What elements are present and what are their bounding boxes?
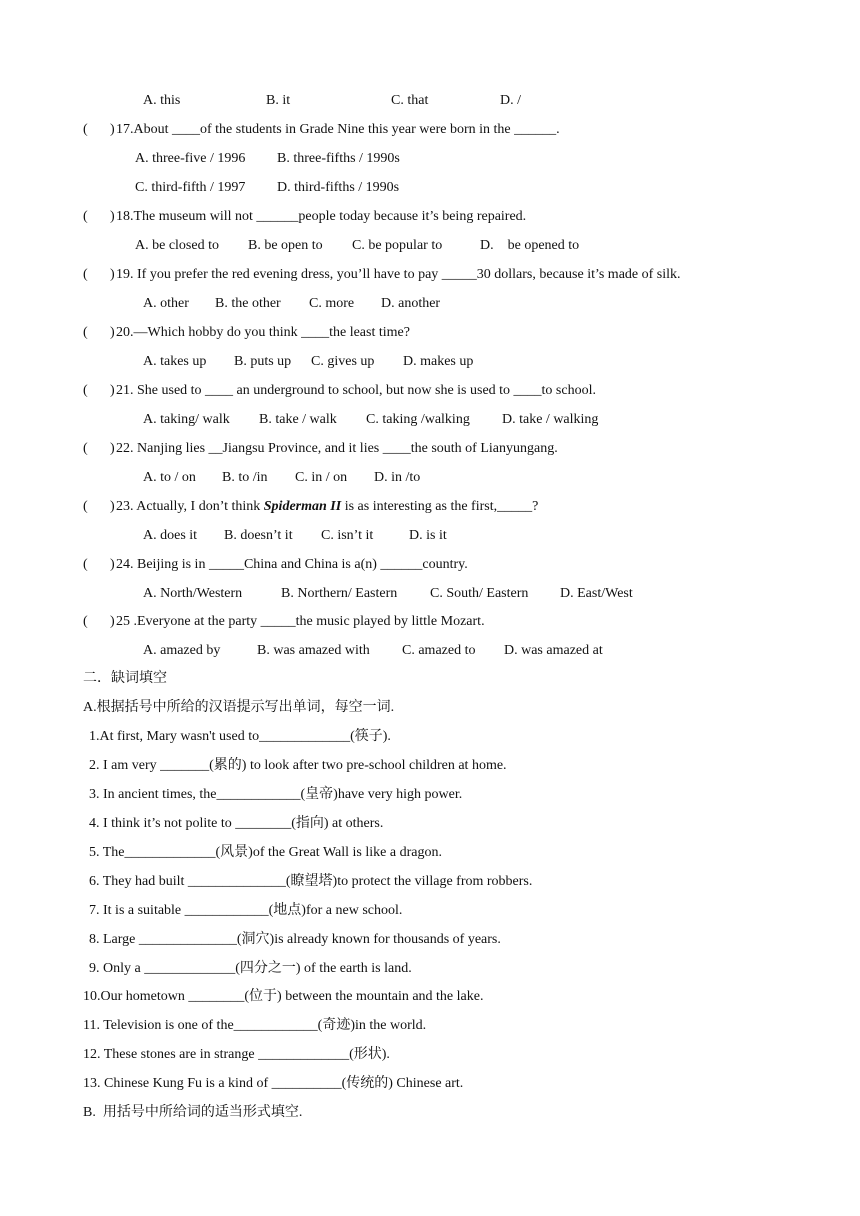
q16-option-a: A. this: [143, 93, 181, 108]
option-b: B. Northern/ Eastern: [281, 586, 398, 601]
book-title: Spiderman II: [263, 499, 342, 514]
question-stem: 17.About ____of the students in Grade Nine this year were born in the ______.: [116, 122, 560, 137]
part-b-instructions: B. 用括号中所给词的适当形式填空.: [83, 1105, 303, 1120]
fill-item: 5. The_____________(风景)of the Great Wall is like a dragon.: [89, 845, 442, 860]
question-stem: 18.The museum will not ______people today because it’s being repaired.: [116, 209, 527, 224]
option-c: C. be popular to: [352, 238, 443, 253]
answer-paren-close: ): [110, 441, 115, 456]
option-d: D. be opened to: [480, 238, 580, 253]
option-b: B. doesn’t it: [224, 528, 293, 543]
fill-item: 1.At first, Mary wasn't used to_____________(筷子).: [89, 729, 391, 744]
section-heading: 二．缺词填空: [83, 671, 167, 686]
answer-paren-close: ): [110, 557, 115, 572]
option-a: A. be closed to: [135, 238, 219, 253]
option-b: B. three-fifths / 1990s: [277, 151, 400, 166]
fill-item: 8. Large ______________(洞穴)is already known for thousands of years.: [89, 932, 501, 947]
option-c: C. isn’t it: [321, 528, 374, 543]
answer-paren-close: ): [110, 383, 115, 398]
answer-paren-close: ): [110, 122, 115, 137]
option-c: C. taking /walking: [366, 412, 470, 427]
option-d: D. in /to: [374, 470, 421, 485]
answer-paren-open: (: [83, 614, 88, 629]
option-c: C. amazed to: [402, 643, 476, 658]
answer-paren-open: (: [83, 441, 88, 456]
fill-item: 6. They had built ______________(瞭望塔)to protect the village from robbers.: [89, 874, 533, 889]
question-stem: 20.—Which hobby do you think ____the least time?: [116, 325, 410, 340]
option-c: C. more: [309, 296, 355, 311]
stem-part-2: is as interesting as the first,_____?: [341, 499, 539, 514]
answer-paren-close: ): [110, 209, 115, 224]
option-a: A. takes up: [143, 354, 207, 369]
option-c: C. gives up: [311, 354, 375, 369]
q16-option-b: B. it: [266, 93, 291, 108]
option-b: B. be open to: [248, 238, 323, 253]
q16-option-d: D. /: [500, 93, 521, 108]
option-a: A. North/Western: [143, 586, 243, 601]
option-d: D. third-fifths / 1990s: [277, 180, 400, 195]
fill-item: 13. Chinese Kung Fu is a kind of __________(传统的) Chinese art.: [83, 1076, 464, 1091]
fill-item: 11. Television is one of the____________(奇迹)in the world.: [83, 1018, 427, 1033]
option-d: D. is it: [409, 528, 447, 543]
option-b: B. was amazed with: [257, 643, 370, 658]
option-d: D. makes up: [403, 354, 474, 369]
question-stem: 22. Nanjing lies __Jiangsu Province, and it lies ____the south of Lianyungang.: [116, 441, 558, 456]
option-b: B. to /in: [222, 470, 268, 485]
answer-paren-open: (: [83, 325, 88, 340]
option-b: B. puts up: [234, 354, 292, 369]
option-c: C. South/ Eastern: [430, 586, 529, 601]
option-a: A. to / on: [143, 470, 196, 485]
fill-item: 12. These stones are in strange _____________(形状).: [83, 1047, 390, 1062]
stem-part-1: 23. Actually, I don’t think: [116, 499, 264, 514]
option-b: B. the other: [215, 296, 281, 311]
question-stem: 25 .Everyone at the party _____the music played by little Mozart.: [116, 614, 485, 629]
option-a: A. other: [143, 296, 189, 311]
option-d: D. take / walking: [502, 412, 599, 427]
fill-item: 9. Only a _____________(四分之一) of the earth is land.: [89, 961, 412, 976]
question-stem: 19. If you prefer the red evening dress, you’ll have to pay _____30 dollars, because it’s made of silk.: [116, 267, 681, 282]
answer-paren-open: (: [83, 122, 88, 137]
option-a: A. three-five / 1996: [135, 151, 246, 166]
option-c: C. third-fifth / 1997: [135, 180, 246, 195]
option-d: D. East/West: [560, 586, 633, 601]
answer-paren-close: ): [110, 325, 115, 340]
option-d: D. was amazed at: [504, 643, 603, 658]
option-c: C. in / on: [295, 470, 348, 485]
option-a: A. does it: [143, 528, 198, 543]
part-a-instructions: A.根据括号中所给的汉语提示写出单词，每空一词.: [83, 700, 395, 715]
fill-item: 7. It is a suitable ____________(地点)for a new school.: [89, 903, 403, 918]
fill-item: 4. I think it’s not polite to ________(指向) at others.: [89, 816, 384, 831]
answer-paren-close: ): [110, 499, 115, 514]
fill-item: 10.Our hometown ________(位于) between the mountain and the lake.: [83, 989, 484, 1004]
fill-item: 3. In ancient times, the____________(皇帝)have very high power.: [89, 787, 463, 802]
question-stem: [116, 498, 538, 516]
answer-paren-open: (: [83, 557, 88, 572]
fill-item: 2. I am very _______(累的) to look after two pre-school children at home.: [89, 758, 507, 773]
option-b: B. take / walk: [259, 412, 337, 427]
answer-paren-open: (: [83, 209, 88, 224]
answer-paren-close: ): [110, 267, 115, 282]
question-stem: 24. Beijing is in _____China and China is a(n) ______country.: [116, 557, 468, 572]
answer-paren-close: ): [110, 614, 115, 629]
option-a: A. taking/ walk: [143, 412, 230, 427]
answer-paren-open: (: [83, 499, 88, 514]
question-stem: 21. She used to ____ an underground to school, but now she is used to ____to school.: [116, 383, 596, 398]
answer-paren-open: (: [83, 267, 88, 282]
q16-option-c: C. that: [391, 93, 429, 108]
option-d: D. another: [381, 296, 441, 311]
option-a: A. amazed by: [143, 643, 221, 658]
answer-paren-open: (: [83, 383, 88, 398]
